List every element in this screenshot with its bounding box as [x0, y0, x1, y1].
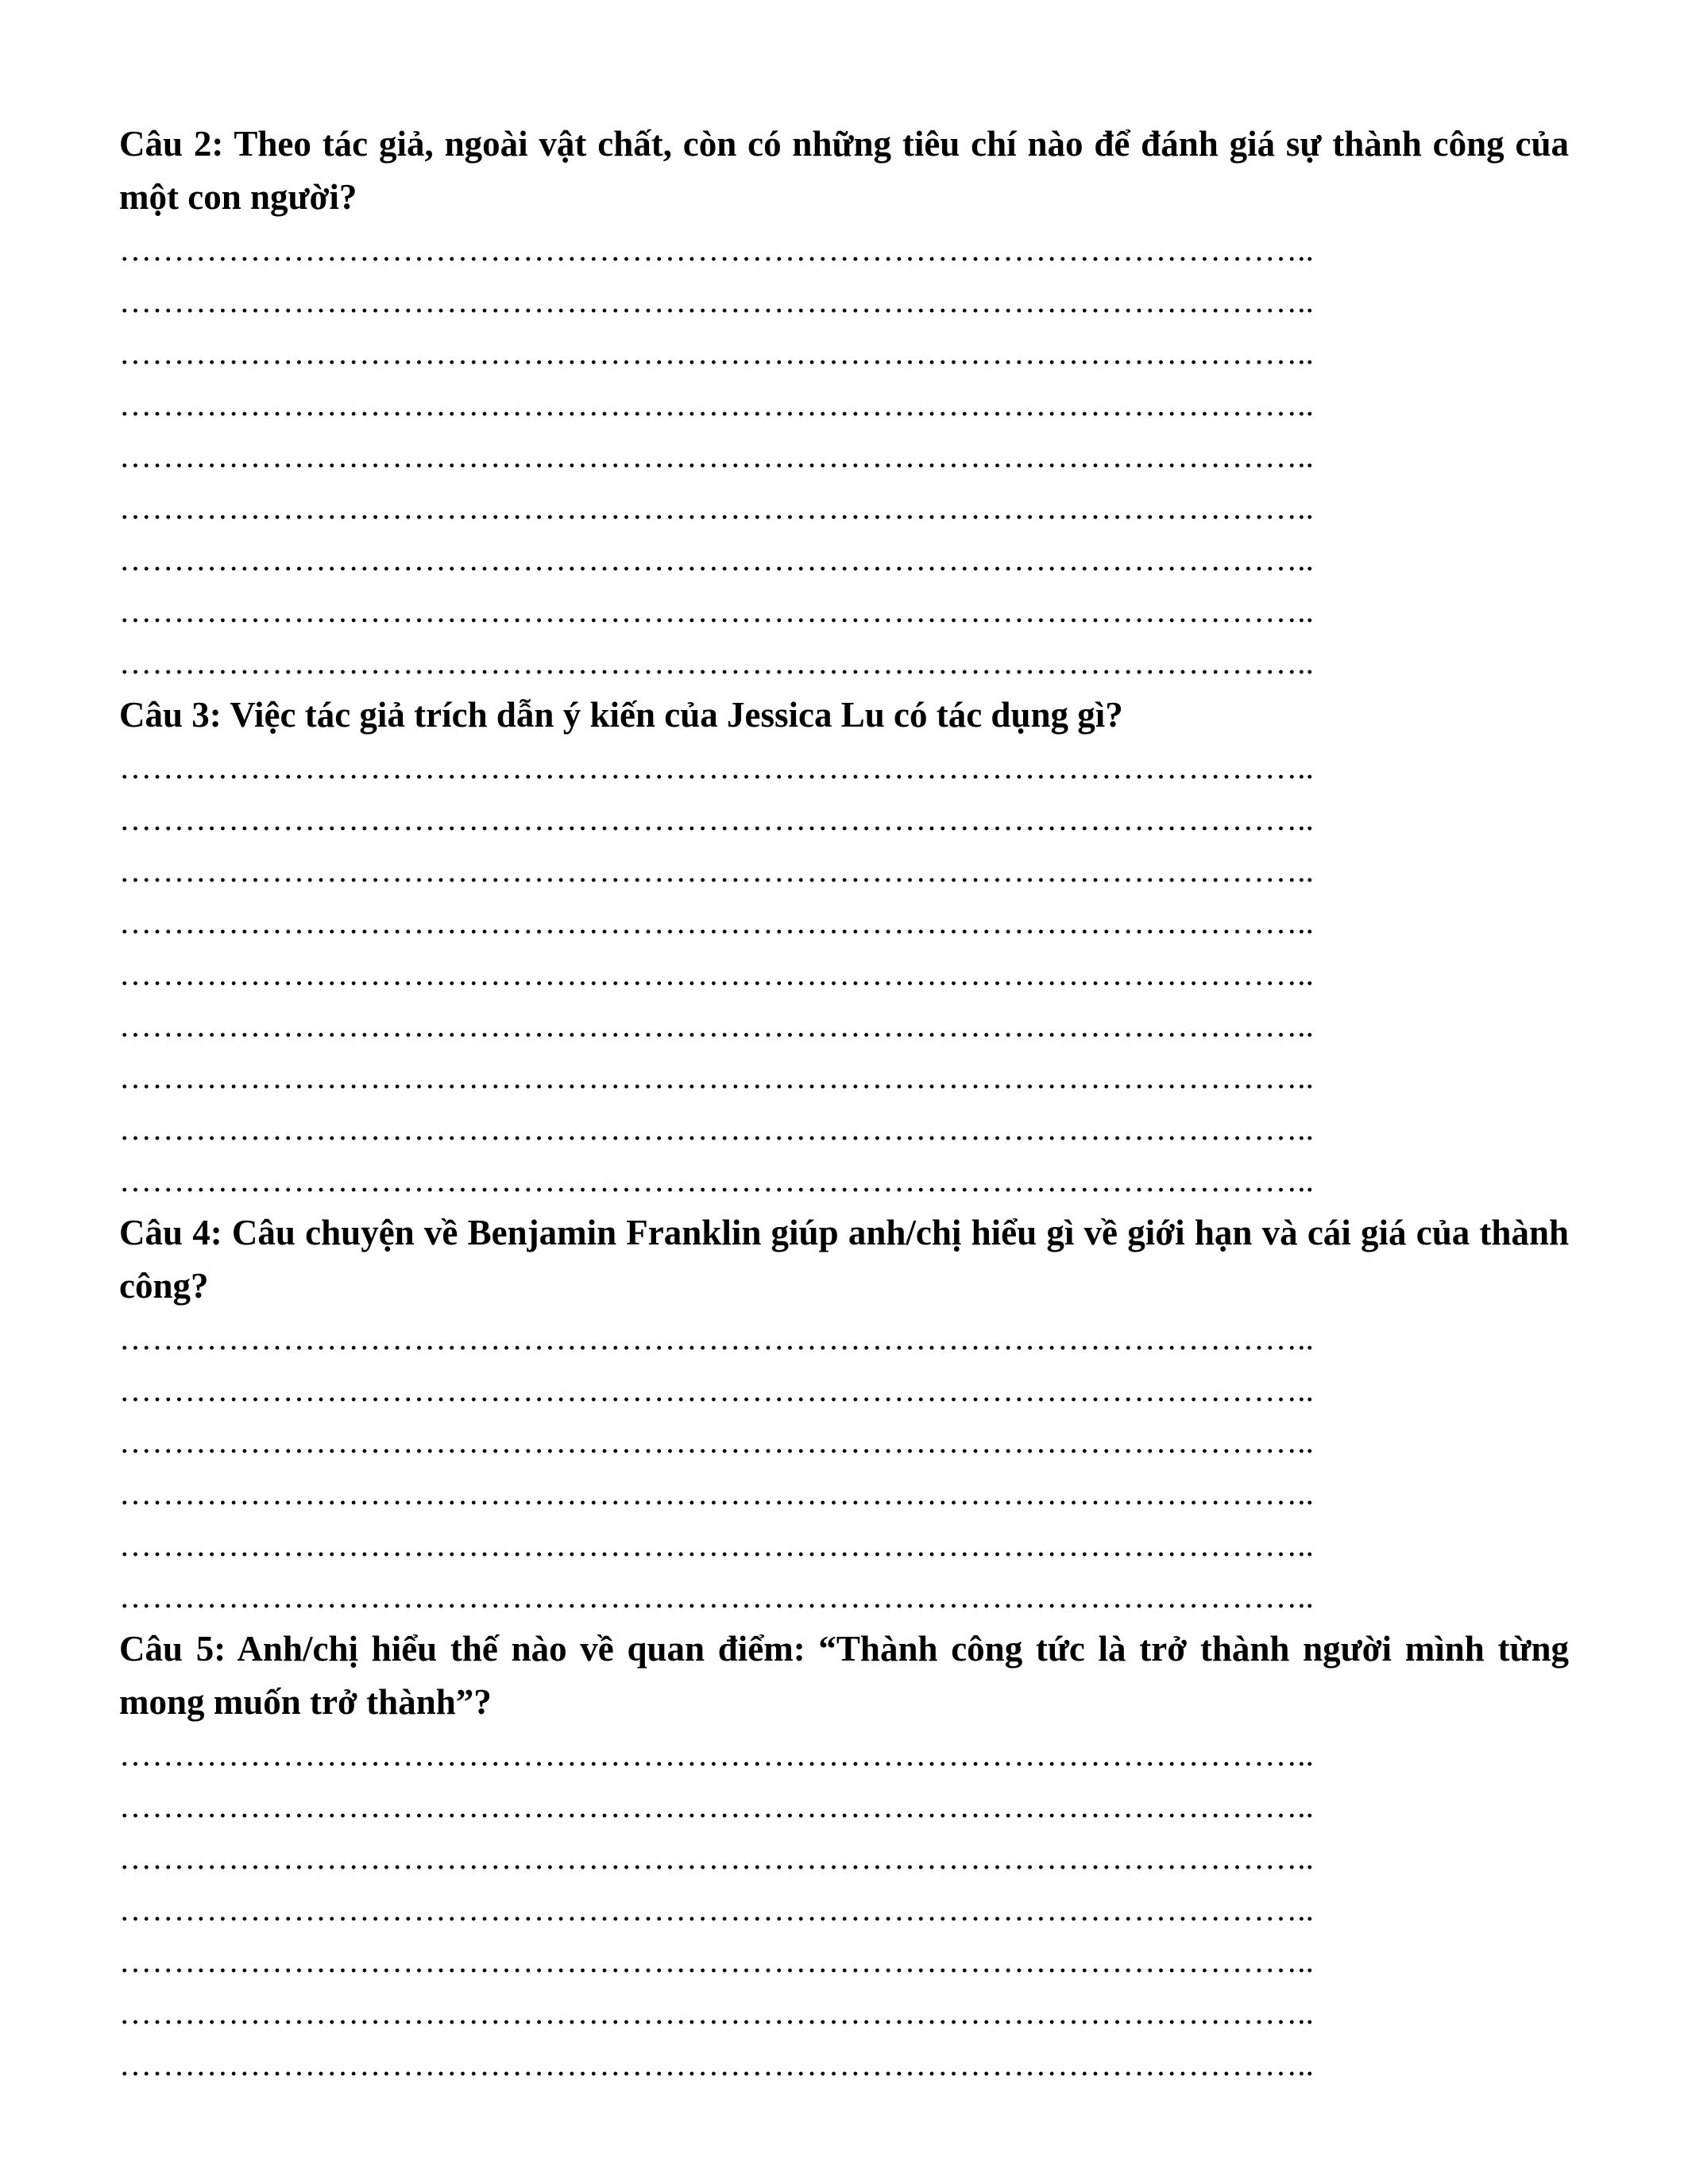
- question-3-text: Câu 3: Việc tác giả trích dẫn ý kiến của Jessica Lu có tác dụng gì?: [119, 695, 1123, 735]
- answer-line[interactable]: ………………………………………………………………………………………………..: [119, 1891, 1315, 1927]
- answer-line[interactable]: ………………………………………………………………………………………………..: [119, 852, 1315, 889]
- answer-line[interactable]: ………………………………………………………………………………………………..: [119, 1526, 1315, 1563]
- question-3-block: [119, 689, 1569, 1206]
- question-5-answer-area[interactable]: [119, 1729, 1569, 2090]
- answer-line[interactable]: ………………………………………………………………………………………………..: [119, 644, 1315, 681]
- answer-line[interactable]: ………………………………………………………………………………………………..: [119, 1320, 1315, 1356]
- answer-line[interactable]: ………………………………………………………………………………………………..: [119, 1372, 1315, 1408]
- answer-line[interactable]: ………………………………………………………………………………………………..: [119, 1943, 1315, 1979]
- answer-line[interactable]: ………………………………………………………………………………………………..: [119, 386, 1315, 423]
- answer-line[interactable]: ………………………………………………………………………………………………..: [119, 1059, 1315, 1095]
- answer-line[interactable]: ………………………………………………………………………………………………..: [119, 231, 1315, 268]
- answer-line[interactable]: ………………………………………………………………………………………………..: [119, 2046, 1315, 2082]
- answer-line[interactable]: ………………………………………………………………………………………………..: [119, 749, 1315, 785]
- question-4-text: Câu 4: Câu chuyện về Benjamin Franklin giúp anh/chị hiểu gì về giới hạn và cái giá của thành công?: [119, 1213, 1569, 1306]
- answer-line[interactable]: ………………………………………………………………………………………………..: [119, 1578, 1315, 1615]
- worksheet-page: [119, 118, 1569, 2090]
- answer-line[interactable]: ………………………………………………………………………………………………..: [119, 438, 1315, 474]
- answer-line[interactable]: ………………………………………………………………………………………………..: [119, 541, 1315, 577]
- answer-line[interactable]: ………………………………………………………………………………………………..: [119, 801, 1315, 837]
- answer-line[interactable]: ………………………………………………………………………………………………..: [119, 283, 1315, 319]
- answer-line[interactable]: ………………………………………………………………………………………………..: [119, 1994, 1315, 2031]
- question-2-answer-area[interactable]: [119, 224, 1569, 689]
- answer-line[interactable]: ………………………………………………………………………………………………..: [119, 1475, 1315, 1511]
- answer-line[interactable]: ………………………………………………………………………………………………..: [119, 1162, 1315, 1198]
- question-4-block: [119, 1206, 1569, 1623]
- answer-line[interactable]: ………………………………………………………………………………………………..: [119, 955, 1315, 992]
- answer-line[interactable]: ………………………………………………………………………………………………..: [119, 1839, 1315, 1876]
- answer-line[interactable]: ………………………………………………………………………………………………..: [119, 334, 1315, 371]
- answer-line[interactable]: ………………………………………………………………………………………………..: [119, 592, 1315, 629]
- answer-line[interactable]: ………………………………………………………………………………………………..: [119, 1007, 1315, 1044]
- answer-line[interactable]: ………………………………………………………………………………………………..: [119, 1788, 1315, 1824]
- question-2-block: [119, 118, 1569, 689]
- answer-line[interactable]: ………………………………………………………………………………………………..: [119, 1736, 1315, 1773]
- answer-line[interactable]: ………………………………………………………………………………………………..: [119, 489, 1315, 526]
- answer-line[interactable]: ………………………………………………………………………………………………..: [119, 1423, 1315, 1460]
- question-5-text: Câu 5: Anh/chị hiểu thế nào về quan điểm: “Thành công tức là trở thành người mình từng mong muốn trở thành”?: [119, 1629, 1569, 1722]
- question-4-answer-area[interactable]: [119, 1313, 1569, 1623]
- question-2-text: Câu 2: Theo tác giả, ngoài vật chất, còn có những tiêu chí nào để đánh giá sự thành công của một con người?: [119, 124, 1569, 217]
- answer-line[interactable]: ………………………………………………………………………………………………..: [119, 1110, 1315, 1147]
- answer-line[interactable]: ………………………………………………………………………………………………..: [119, 904, 1315, 940]
- question-5-block: [119, 1623, 1569, 2090]
- question-3-answer-area[interactable]: [119, 742, 1569, 1206]
